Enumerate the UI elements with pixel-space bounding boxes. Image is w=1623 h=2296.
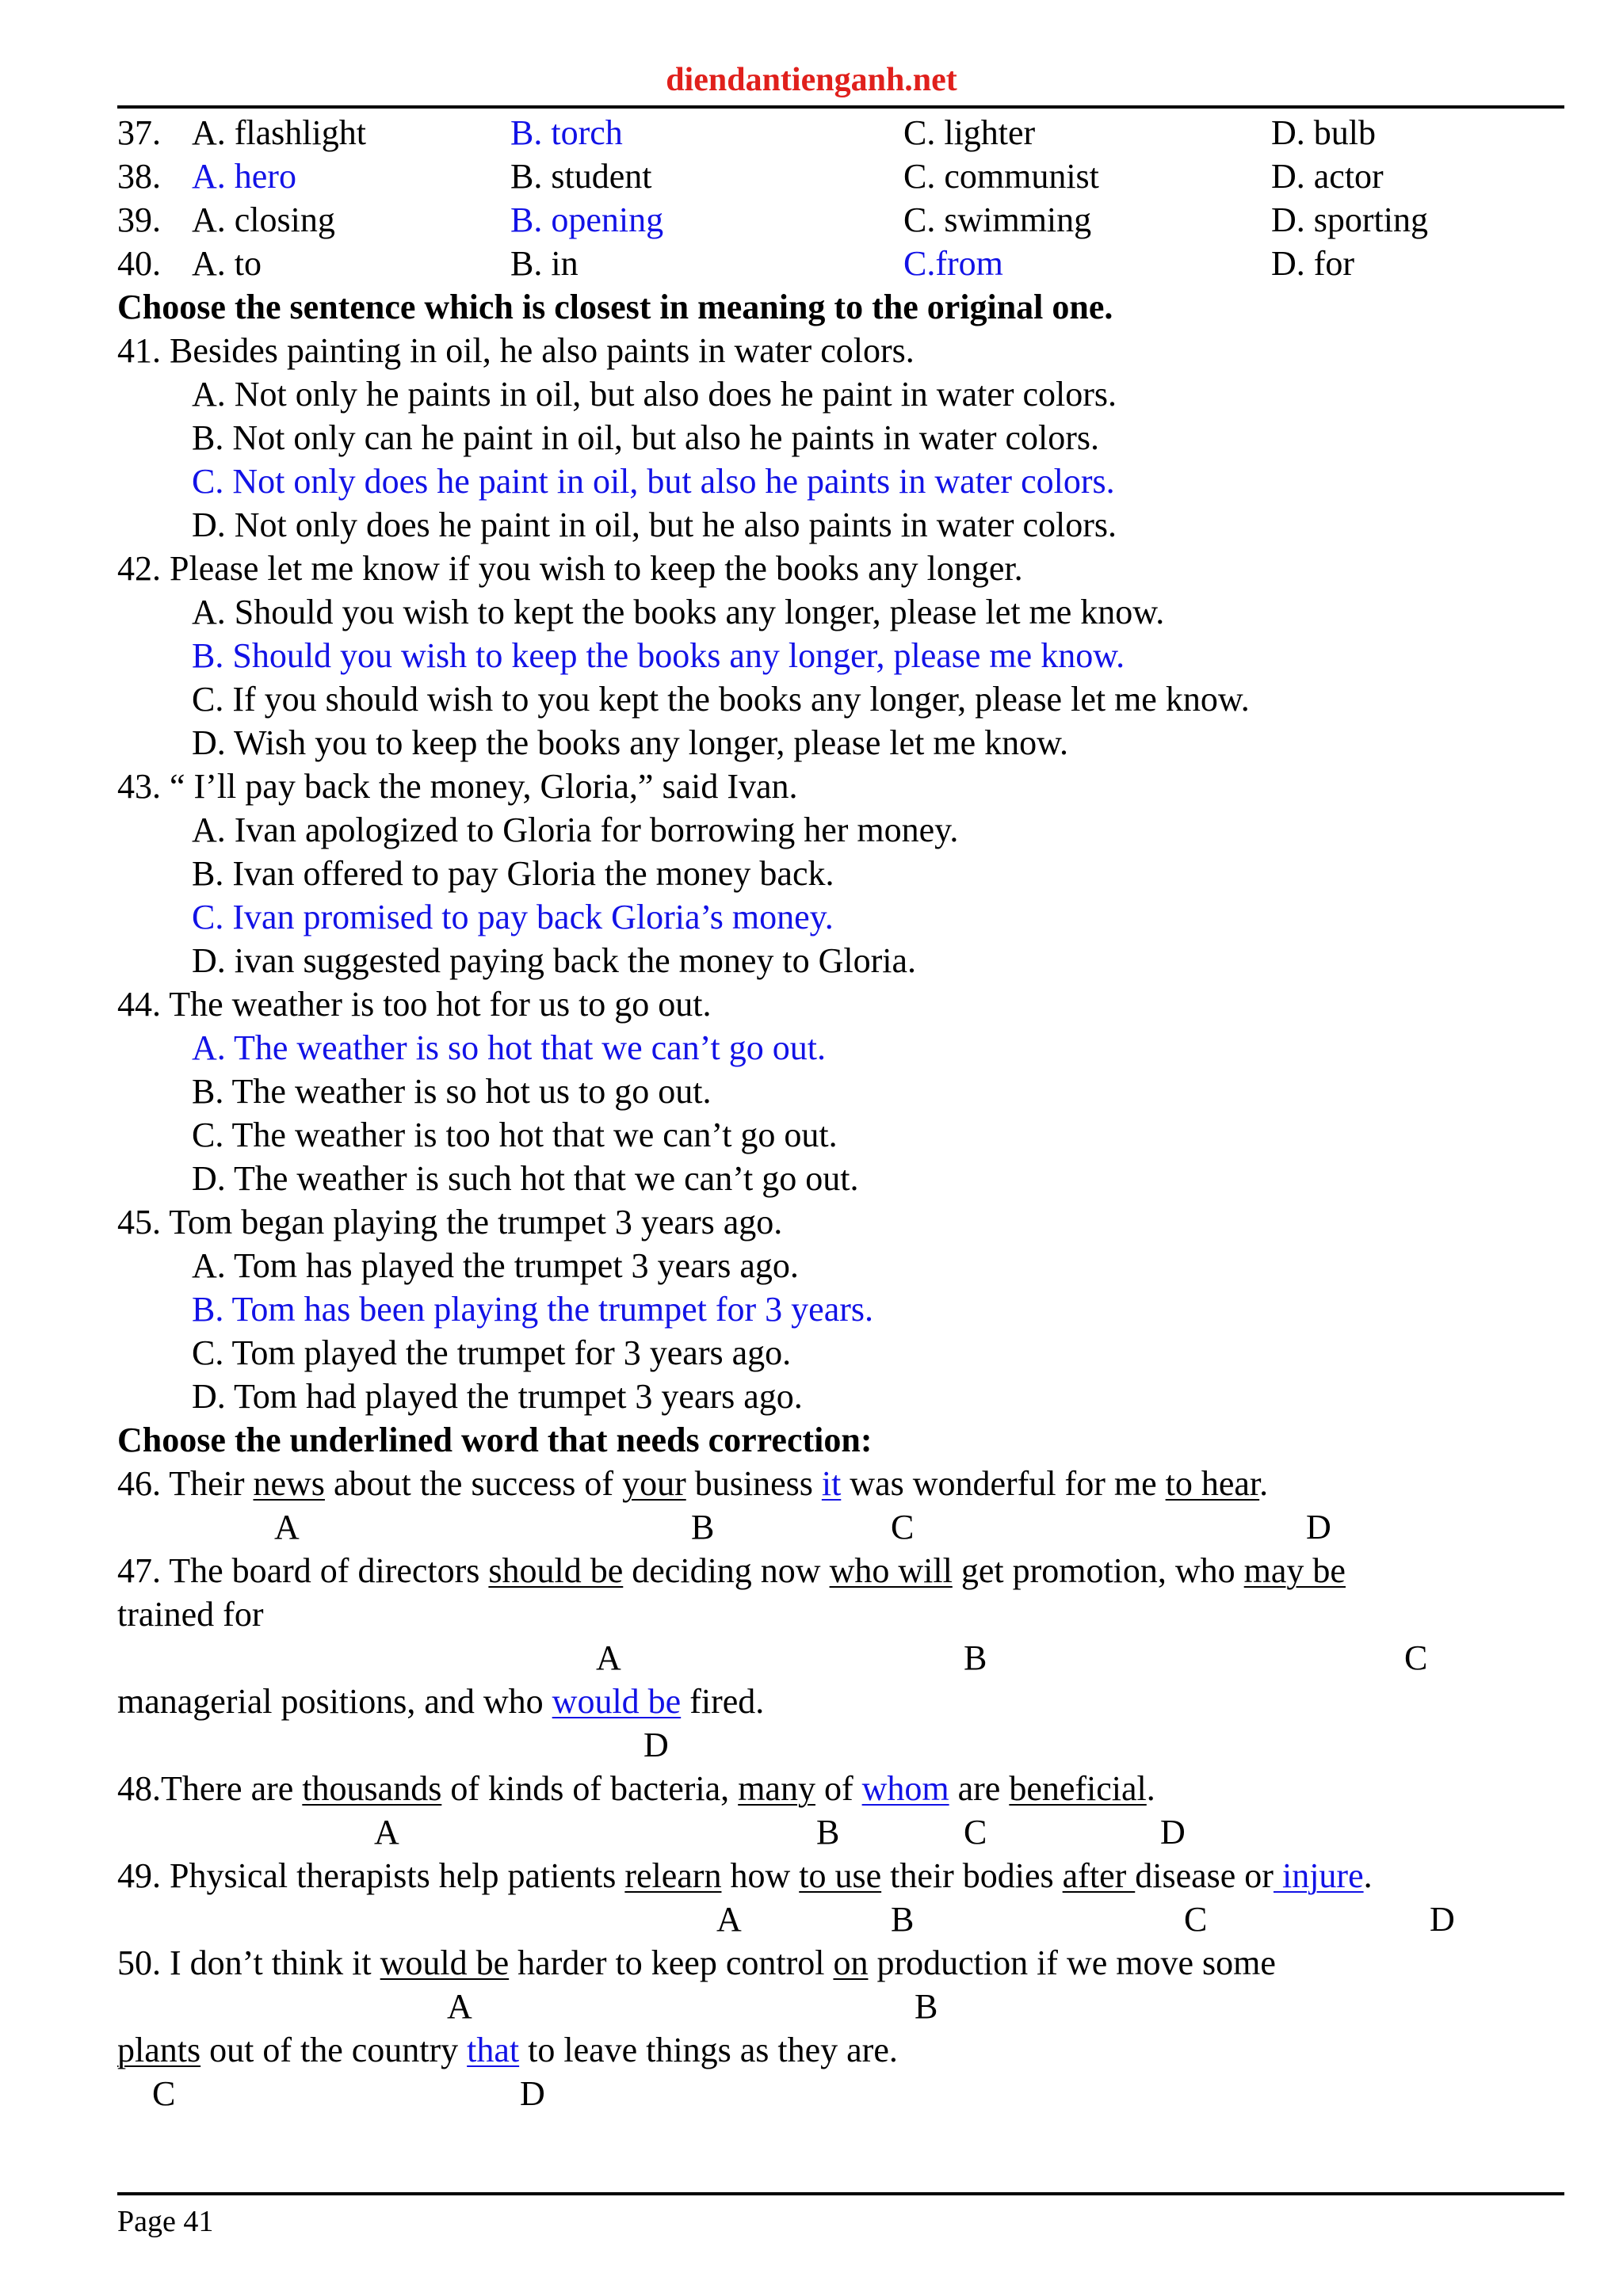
- question-48-sentence: [117, 1767, 1155, 1810]
- mc-number: 40.: [117, 244, 161, 283]
- underlined-option-c: may be: [1243, 1551, 1346, 1590]
- mc-option-a: A. flashlight: [192, 113, 366, 152]
- question-42-option-c: C. If you should wish to you kept the books any longer, please let me know.: [192, 680, 1250, 719]
- underlined-option-a: thousands: [302, 1769, 442, 1808]
- question-45-option-d: D. Tom had played the trumpet 3 years ago.: [192, 1377, 803, 1416]
- option-label-b: B: [816, 1813, 840, 1852]
- question-41-option-b: B. Not only can he paint in oil, but also he paints in water colors.: [192, 418, 1100, 457]
- underlined-option-a: should be: [488, 1551, 624, 1590]
- text-segment: harder to keep control: [509, 1943, 834, 1982]
- mc-option-b-answer: B. torch: [510, 113, 623, 152]
- text-segment: to leave things as they are.: [519, 2031, 898, 2069]
- text-segment: of kinds of bacteria,: [441, 1769, 739, 1808]
- underlined-option-d-answer: would be: [552, 1682, 682, 1721]
- underlined-option-b: many: [738, 1769, 815, 1808]
- mc-option-b-answer: B. opening: [510, 200, 664, 239]
- question-47-sentence-line3: [117, 1680, 764, 1723]
- question-44-option-d: D. The weather is such hot that we can’t go out.: [192, 1159, 859, 1198]
- text-segment: of: [815, 1769, 862, 1808]
- mc-option-a: A. to: [192, 244, 262, 283]
- text-segment: .: [1259, 1464, 1269, 1503]
- question-47-sentence: [117, 1549, 1346, 1592]
- option-label-b: B: [891, 1900, 915, 1939]
- question-47-continuation: trained for: [117, 1595, 264, 1634]
- question-42-option-d: D. Wish you to keep the books any longer, please let me know.: [192, 723, 1069, 762]
- underlined-option-a: news: [253, 1464, 325, 1503]
- text-segment: how: [721, 1856, 800, 1895]
- mc-number: 38.: [117, 157, 161, 196]
- option-label-b: B: [691, 1508, 715, 1547]
- mc-option-c: C. swimming: [903, 200, 1092, 239]
- text-segment: disease or: [1135, 1856, 1274, 1895]
- question-43-option-b: B. Ivan offered to pay Gloria the money back.: [192, 854, 834, 893]
- underlined-option-b: to use: [799, 1856, 882, 1895]
- section-heading-meaning: Choose the sentence which is closest in meaning to the original one.: [117, 288, 1113, 326]
- text-segment: 49. Physical therapists help patients: [117, 1856, 625, 1895]
- option-label-d: D: [1160, 1813, 1186, 1852]
- text-segment: their bodies: [881, 1856, 1063, 1895]
- question-44-stem: 44. The weather is too hot for us to go out.: [117, 985, 712, 1024]
- text-segment: .: [1146, 1769, 1155, 1808]
- question-45-stem: 45. Tom began playing the trumpet 3 years ago.: [117, 1203, 783, 1241]
- text-segment: 47. The board of directors: [117, 1551, 489, 1590]
- text-segment: deciding now: [623, 1551, 830, 1590]
- question-43-stem: 43. “ I’ll pay back the money, Gloria,” said Ivan.: [117, 767, 798, 806]
- question-43-option-a: A. Ivan apologized to Gloria for borrowing her money.: [192, 810, 959, 849]
- question-45-option-a: A. Tom has played the trumpet 3 years ago.: [192, 1246, 799, 1285]
- underlined-option-b: your: [622, 1464, 686, 1503]
- underlined-option-c-answer: whom: [861, 1769, 949, 1808]
- mc-option-d: D. for: [1271, 244, 1355, 283]
- question-41-option-d: D. Not only does he paint in oil, but he also paints in water colors.: [192, 505, 1117, 544]
- question-49-sentence: [117, 1854, 1373, 1897]
- question-42-stem: 42. Please let me know if you wish to keep the books any longer.: [117, 549, 1023, 588]
- option-label-d: D: [1306, 1508, 1331, 1547]
- option-label-d: D: [643, 1726, 669, 1764]
- option-label-c: C: [891, 1508, 915, 1547]
- option-label-c: C: [1404, 1638, 1428, 1677]
- underlined-option-b: who will: [829, 1551, 953, 1590]
- option-label-a: A: [447, 1987, 472, 2026]
- underlined-option-d: beneficial: [1009, 1769, 1147, 1808]
- mc-number: 37.: [117, 113, 161, 152]
- question-41-option-c-answer: C. Not only does he paint in oil, but also he paints in water colors.: [192, 462, 1115, 501]
- question-44-option-c: C. The weather is too hot that we can’t go out.: [192, 1116, 838, 1154]
- question-41-option-a: A. Not only he paints in oil, but also does he paint in water colors.: [192, 375, 1117, 414]
- mc-option-b: B. student: [510, 157, 652, 196]
- question-44-option-b: B. The weather is so hot us to go out.: [192, 1072, 712, 1111]
- question-50-sentence: [117, 1941, 1276, 1985]
- mc-option-c-answer: C.from: [903, 244, 1003, 283]
- underlined-option-c: plants: [117, 2031, 201, 2069]
- underlined-option-a: relearn: [624, 1856, 722, 1895]
- question-46-sentence: [117, 1462, 1268, 1505]
- underlined-option-c: after: [1062, 1856, 1136, 1895]
- question-43-option-c-answer: C. Ivan promised to pay back Gloria’s money.: [192, 898, 834, 936]
- text-segment: .: [1363, 1856, 1373, 1895]
- mc-row-37: [117, 111, 1564, 154]
- text-segment: about the success of: [324, 1464, 623, 1503]
- option-label-a: A: [716, 1900, 742, 1939]
- option-label-b: B: [964, 1638, 987, 1677]
- option-label-c: C: [152, 2074, 176, 2113]
- mc-row-40: [117, 242, 1564, 285]
- option-label-b: B: [915, 1987, 938, 2026]
- option-label-c: C: [1184, 1900, 1208, 1939]
- option-label-a: A: [374, 1813, 399, 1852]
- section-heading-correction: Choose the underlined word that needs correction:: [117, 1421, 873, 1459]
- underlined-option-c-answer: it: [821, 1464, 842, 1503]
- mc-option-a-answer: A. hero: [192, 157, 296, 196]
- text-segment: 46. Their: [117, 1464, 254, 1503]
- text-segment: was wonderful for me: [841, 1464, 1166, 1503]
- underlined-option-b: on: [833, 1943, 869, 1982]
- option-label-a: A: [596, 1638, 621, 1677]
- question-43-option-d: D. ivan suggested paying back the money to Gloria.: [192, 941, 917, 980]
- page-number: Page 41: [117, 2205, 214, 2238]
- text-segment: are: [949, 1769, 1010, 1808]
- site-title: diendantienganh.net: [666, 62, 957, 98]
- mc-option-b: B. in: [510, 244, 579, 283]
- underlined-option-a: would be: [380, 1943, 510, 1982]
- footer-rule: [117, 2192, 1564, 2195]
- option-label-a: A: [274, 1508, 300, 1547]
- underlined-option-d-answer: injure: [1273, 1856, 1364, 1895]
- question-42-option-b-answer: B. Should you wish to keep the books any longer, please me know.: [192, 636, 1125, 675]
- header-rule: [117, 105, 1564, 109]
- text-segment: 50. I don’t think it: [117, 1943, 380, 1982]
- text-segment: get promotion, who: [952, 1551, 1244, 1590]
- text-segment: managerial positions, and who: [117, 1682, 552, 1721]
- text-segment: fired.: [681, 1682, 765, 1721]
- question-50-sentence-line2: [117, 2028, 898, 2072]
- mc-number: 39.: [117, 200, 161, 239]
- mc-option-a: A. closing: [192, 200, 335, 239]
- text-segment: business: [685, 1464, 822, 1503]
- question-42-option-a: A. Should you wish to kept the books any longer, please let me know.: [192, 593, 1165, 631]
- text-segment: out of the country: [200, 2031, 468, 2069]
- mc-option-c: C. lighter: [903, 113, 1036, 152]
- mc-row-38: [117, 154, 1564, 198]
- mc-option-d: D. actor: [1271, 157, 1384, 196]
- mc-option-c: C. communist: [903, 157, 1099, 196]
- question-41-stem: 41. Besides painting in oil, he also paints in water colors.: [117, 331, 915, 370]
- option-label-d: D: [520, 2074, 545, 2113]
- question-45-option-b-answer: B. Tom has been playing the trumpet for 3 years.: [192, 1290, 874, 1329]
- mc-row-39: [117, 198, 1564, 242]
- mc-option-d: D. bulb: [1271, 113, 1376, 152]
- underlined-option-d-answer: that: [467, 2031, 520, 2069]
- option-label-c: C: [964, 1813, 987, 1852]
- option-label-d: D: [1430, 1900, 1455, 1939]
- underlined-option-d: to hear: [1165, 1464, 1260, 1503]
- question-44-option-a-answer: A. The weather is so hot that we can’t go out.: [192, 1028, 826, 1067]
- question-45-option-c: C. Tom played the trumpet for 3 years ago.: [192, 1333, 792, 1372]
- text-segment: production if we move some: [868, 1943, 1276, 1982]
- text-segment: 48.There are: [117, 1769, 303, 1808]
- mc-option-d: D. sporting: [1271, 200, 1428, 239]
